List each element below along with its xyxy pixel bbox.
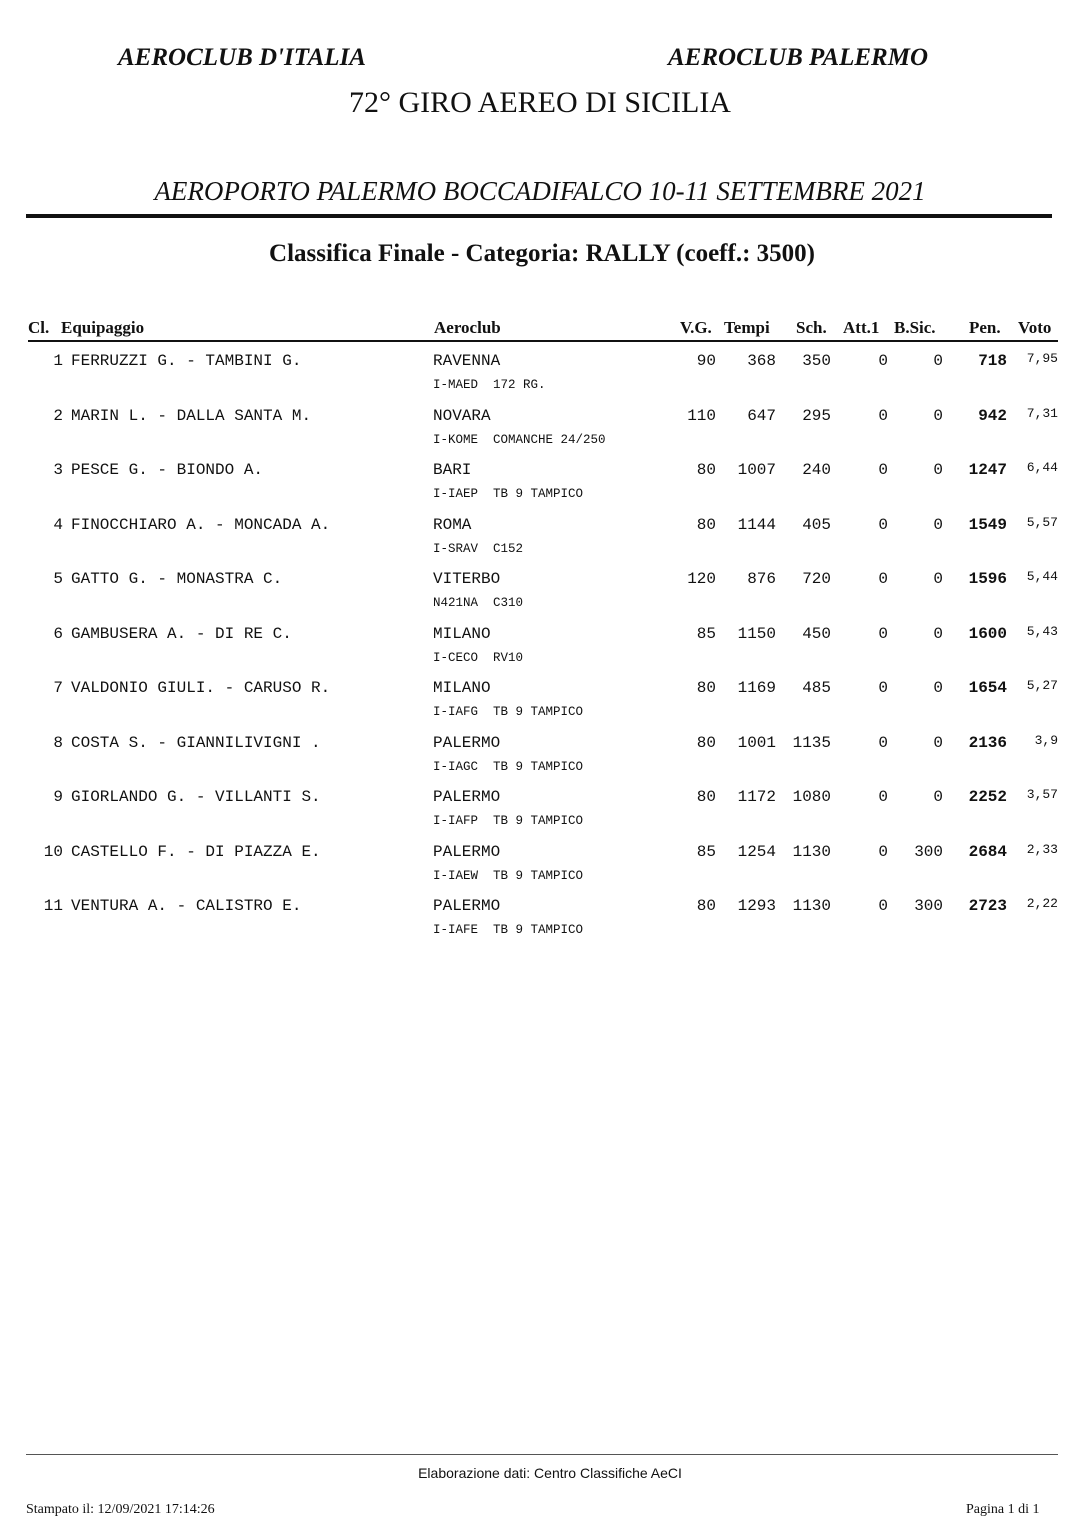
row-att1: 0: [878, 788, 888, 806]
row-bsic: 0: [933, 515, 943, 534]
row-bsic: 0: [933, 570, 943, 588]
row-aeroclub: ROMA: [433, 515, 472, 534]
row-sch: 450: [802, 624, 831, 643]
row-vg: 80: [696, 461, 716, 479]
row-crew: GATTO G. - MONASTRA C.: [71, 570, 283, 588]
row-sch: 295: [802, 406, 831, 425]
row-pen: 1596: [968, 570, 1007, 588]
row-voto: 5,44: [1026, 569, 1058, 584]
row-att1: 0: [878, 352, 888, 370]
row-sch: 240: [802, 461, 831, 479]
row-vg: 90: [696, 352, 716, 370]
row-rank: 10: [43, 842, 63, 861]
row-vg: 85: [696, 842, 716, 861]
row-bsic: 0: [933, 461, 943, 479]
row-vg: 80: [696, 733, 716, 752]
footer-divider: [26, 1454, 1058, 1455]
row-crew: MARIN L. - DALLA SANTA M.: [71, 406, 312, 425]
table-row: [0, 560, 1072, 614]
row-voto: 2,22: [1026, 896, 1058, 911]
row-sch: 1135: [792, 733, 831, 752]
row-tempi: 876: [747, 570, 776, 588]
row-bsic: 0: [933, 352, 943, 370]
row-voto: 7,31: [1026, 405, 1058, 421]
row-att1: 0: [878, 570, 888, 588]
row-sch: 720: [802, 570, 831, 588]
table-row: [0, 342, 1072, 396]
row-tempi: 1169: [737, 679, 776, 697]
row-att1: 0: [878, 461, 888, 479]
row-tempi: 647: [747, 406, 776, 425]
event-subtitle: AEROPORTO PALERMO BOCCADIFALCO 10-11 SETTEMBRE 2021: [154, 176, 926, 206]
row-rank: 11: [43, 897, 63, 915]
row-bsic: 0: [933, 679, 943, 697]
row-vg: 80: [696, 679, 716, 697]
row-aeroclub: VITERBO: [433, 570, 501, 588]
row-voto: 5,27: [1026, 678, 1058, 693]
row-voto: 3,57: [1026, 787, 1058, 802]
row-bsic: 300: [914, 897, 943, 915]
row-aircraft: I-SRAV C152: [433, 541, 524, 556]
row-vg: 85: [696, 624, 716, 643]
row-att1: 0: [878, 733, 888, 752]
row-tempi: 1144: [737, 515, 776, 534]
table-header: [0, 318, 1072, 340]
row-bsic: 0: [933, 788, 943, 806]
row-crew: FERRUZZI G. - TAMBINI G.: [71, 352, 302, 370]
col-equipaggio: Equipaggio: [61, 318, 145, 337]
row-voto: 5,57: [1026, 514, 1058, 530]
row-tempi: 1254: [737, 842, 776, 861]
footer-printed-date: Stampato il: 12/09/2021 17:14:26: [26, 1502, 215, 1517]
row-tempi: 368: [747, 352, 776, 370]
table-row: [0, 887, 1072, 941]
row-crew: FINOCCHIARO A. - MONCADA A.: [71, 515, 331, 534]
header-divider: [26, 214, 1052, 218]
row-voto: 2,33: [1026, 841, 1058, 857]
col-pen: Pen.: [969, 318, 1001, 337]
row-crew: GAMBUSERA A. - DI RE C.: [71, 624, 292, 643]
row-aircraft: I-IAFP TB 9 TAMPICO: [433, 814, 584, 828]
row-tempi: 1001: [737, 733, 776, 752]
row-aeroclub: RAVENNA: [433, 352, 501, 370]
row-sch: 350: [802, 352, 831, 370]
row-bsic: 300: [914, 842, 943, 861]
row-sch: 1080: [792, 788, 831, 806]
row-aircraft: I-IAGC TB 9 TAMPICO: [433, 759, 584, 774]
col-att1: Att.1: [843, 318, 880, 337]
org-left-title: AEROCLUB D'ITALIA: [118, 44, 366, 71]
table-row: [0, 615, 1072, 669]
row-aeroclub: BARI: [433, 461, 472, 479]
row-aeroclub: PALERMO: [433, 733, 501, 752]
row-att1: 0: [878, 515, 888, 534]
row-crew: VENTURA A. - CALISTRO E.: [71, 897, 302, 915]
row-pen: 2723: [968, 897, 1007, 915]
row-att1: 0: [878, 679, 888, 697]
row-rank: 9: [53, 788, 63, 806]
row-aeroclub: PALERMO: [433, 897, 501, 915]
col-voto: Voto: [1018, 318, 1052, 337]
row-tempi: 1150: [737, 624, 776, 643]
row-att1: 0: [878, 624, 888, 643]
table-row: [0, 778, 1072, 832]
row-pen: 2684: [968, 842, 1007, 861]
table-row: [0, 397, 1072, 451]
row-rank: 5: [53, 570, 63, 588]
row-rank: 2: [53, 406, 63, 425]
row-crew: PESCE G. - BIONDO A.: [71, 461, 264, 479]
footer-elaborazione: Elaborazione dati: Centro Classifiche AeCI: [418, 1465, 682, 1481]
row-pen: 718: [978, 352, 1007, 370]
row-aircraft: I-IAFG TB 9 TAMPICO: [433, 705, 584, 719]
classifica-heading: Classifica Finale - Categoria: RALLY (coeff.: 3500): [269, 240, 815, 267]
row-aeroclub: NOVARA: [433, 406, 491, 425]
row-vg: 120: [687, 570, 716, 588]
row-aircraft: I-MAED 172 RG.: [433, 378, 546, 392]
table-row: [0, 833, 1072, 887]
row-att1: 0: [878, 897, 888, 915]
row-bsic: 0: [933, 406, 943, 425]
row-vg: 80: [696, 515, 716, 534]
row-sch: 1130: [792, 842, 831, 861]
row-rank: 6: [53, 624, 63, 643]
row-tempi: 1172: [737, 788, 776, 806]
row-vg: 80: [696, 788, 716, 806]
row-crew: COSTA S. - GIANNILIVIGNI .: [71, 733, 321, 752]
col-vg: V.G.: [680, 318, 712, 337]
row-sch: 485: [802, 679, 831, 697]
row-voto: 6,44: [1026, 460, 1058, 475]
row-att1: 0: [878, 842, 888, 861]
row-aeroclub: PALERMO: [433, 842, 501, 861]
org-right-title: AEROCLUB PALERMO: [668, 44, 928, 71]
row-aircraft: I-KOME COMANCHE 24/250: [433, 432, 606, 447]
row-crew: CASTELLO F. - DI PIAZZA E.: [71, 842, 321, 861]
row-tempi: 1293: [737, 897, 776, 915]
row-vg: 110: [687, 406, 716, 425]
col-tempi: Tempi: [724, 318, 770, 337]
row-aircraft: I-IAFE TB 9 TAMPICO: [433, 923, 584, 937]
row-aircraft: I-IAEW TB 9 TAMPICO: [433, 868, 584, 883]
row-rank: 1: [53, 352, 63, 370]
col-aeroclub: Aeroclub: [434, 318, 501, 337]
row-aircraft: I-CECO RV10: [433, 650, 524, 665]
col-sch: Sch.: [796, 318, 827, 337]
row-aircraft: I-IAEP TB 9 TAMPICO: [433, 487, 584, 501]
row-pen: 942: [978, 406, 1007, 425]
row-tempi: 1007: [737, 461, 776, 479]
row-voto: 7,95: [1026, 351, 1058, 366]
table-row: [0, 724, 1072, 778]
row-pen: 2136: [968, 733, 1007, 752]
row-vg: 80: [696, 897, 716, 915]
row-sch: 1130: [792, 897, 831, 915]
row-voto: 5,43: [1026, 623, 1058, 639]
row-aeroclub: MILANO: [433, 624, 491, 643]
table-row: [0, 669, 1072, 723]
row-aircraft: N421NA C310: [433, 596, 524, 610]
row-sch: 405: [802, 515, 831, 534]
row-pen: 2252: [968, 788, 1007, 806]
row-pen: 1247: [968, 461, 1007, 479]
col-bsic: B.Sic.: [894, 318, 936, 337]
row-rank: 4: [53, 515, 63, 534]
row-pen: 1600: [968, 624, 1007, 643]
footer-page-number: Pagina 1 di 1: [966, 1502, 1040, 1517]
row-crew: GIORLANDO G. - VILLANTI S.: [71, 788, 321, 806]
row-aeroclub: MILANO: [433, 679, 491, 697]
row-bsic: 0: [933, 733, 943, 752]
col-cl: Cl.: [28, 318, 50, 337]
row-bsic: 0: [933, 624, 943, 643]
row-voto: 3,9: [1034, 732, 1058, 748]
row-rank: 7: [53, 679, 63, 697]
table-row: [0, 451, 1072, 505]
row-rank: 8: [53, 733, 63, 752]
row-att1: 0: [878, 406, 888, 425]
row-aeroclub: PALERMO: [433, 788, 501, 806]
event-title: 72° GIRO AEREO DI SICILIA: [349, 86, 731, 119]
table-row: [0, 506, 1072, 560]
row-pen: 1549: [968, 515, 1007, 534]
row-crew: VALDONIO GIULI. - CARUSO R.: [71, 679, 331, 697]
row-rank: 3: [53, 461, 63, 479]
row-pen: 1654: [968, 679, 1007, 697]
